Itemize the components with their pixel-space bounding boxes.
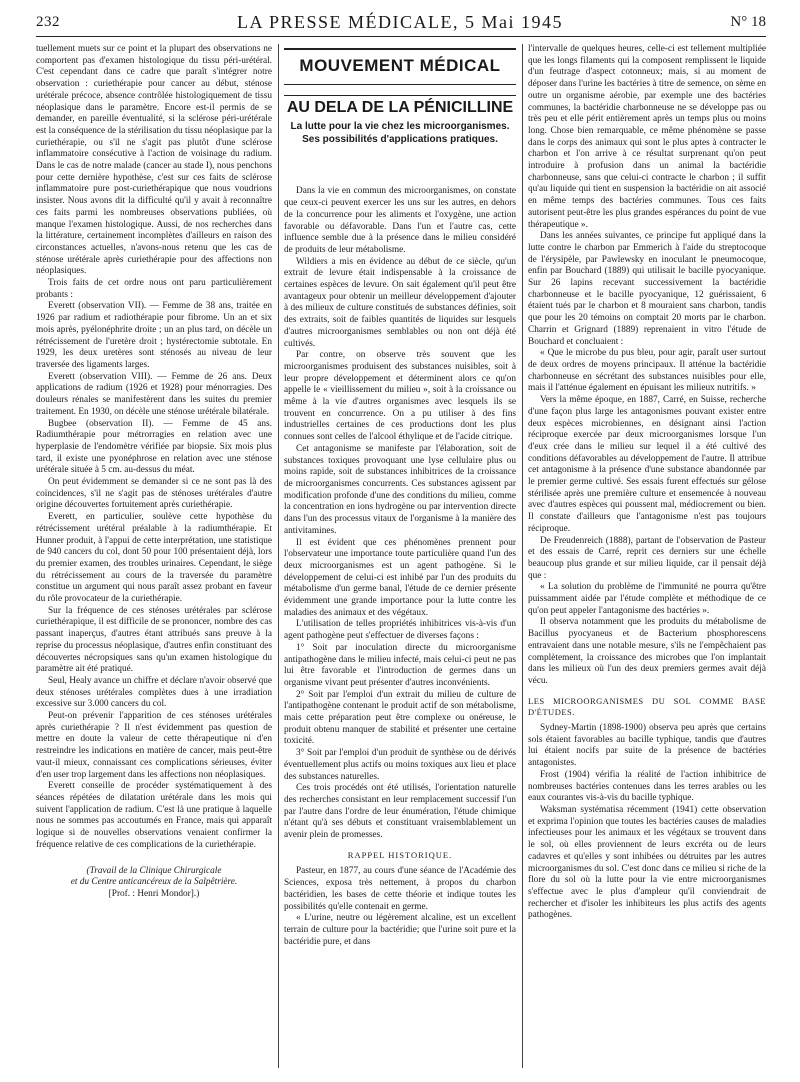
issue-number: N° 18 [730, 14, 766, 30]
paragraph: Everett conseille de procéder systématiquement à des séances répétées de dilatation urétérale dans les mois qui suivent l'application de radium. C'est là une pratique à laquelle nous ne sommes pas accoutumés en France, mais qui apparaît logique si de nouvelles observations venaient confirmer la fréquence relative de ces complications de la curiethérapie. [36, 781, 272, 850]
page-header [0, 0, 800, 40]
paragraph: On peut évidemment se demander si ce ne sont pas là des coïncidences, s'il ne s'agit pas de sténoses urétérales d'autre origine découvertes fortuitement après curiethérapie. [36, 477, 272, 511]
right-column [528, 44, 766, 1068]
subheading: RAPPEL HISTORIQUE. [347, 849, 453, 860]
paragraph: 1° Soit par inoculation directe du microorganisme antipathogène dans le milieu infecté, mais celui-ci peut ne pas lui être favorable et l'introduction de germes dans un organisme vivant peut présenter d'autres inconvénients. [284, 642, 516, 688]
paragraph: l'intervalle de quelques heures, celle-ci est tellement multipliée que les longs filaments qui la composent remplissent le liquide d'un feutrage d'aspect cotonneux; mais, si au moment de déposer dans l'urine les bactéries à titre de semence, on sème en outre un organisme aérobie, par exemple une des bactéries communes, la bactéridie charbonneuse ne se développe pas ou très peu et elle périt entièrement après un temps plus ou moins long. Chose bien remarquable, ce même phénomène se passe dans le corps des animaux qui sont le plus aptes à contracter le charbon et l'on arrive à ce résultat surprenant qu'on peut introduire à profusion dans un animal la bactéridie charbonneuse, sans que celui-ci contracte le charbon ; il suffit qu'au liquide qui tient en suspension la bactéridie on ait associé en même temps des bactéries communes. Tous ces faits autorisent peut-être les plus grandes espérances du point de vue thérapeutique ». [528, 44, 766, 230]
paragraph: Cet antagonisme se manifeste par l'élaboration, soit de substances toxiques provoquant une lyse cellulaire plus ou moins rapide, soit de substances inhibitrices de la croissance de microorganismes concurrents. Ces substances agissent par modification profonde d'une des conditions du milieu, comme la concentration en ions hydrogène ou par intervention directe dans l'un des processus vitaux de l'organisme à la manière des antivitamines. [284, 443, 516, 536]
paragraph: « Que le microbe du pus bleu, pour agir, paraît user surtout de deux ordres de moyens principaux. Il atténue la bactéridie charbonneuse en sécrétant des substances nuisibles pour elle, mais il l'atténue également en épuisant les milieux nutritifs. » [528, 348, 766, 394]
paragraph: Vers la même époque, en 1887, Carré, en Suisse, recherche d'une façon plus large les antagonismes pouvant exister entre deux espèces microbiennes, en désignant ainsi l'action réciproque exercée par deux microorganismes lorsque l'un d'eux crée dans le milieu sur lequel il a été cultivé des conditions défavorables au développement de l'autre. Il attribue cet antagonisme à la présence d'une substance abandonnée par le premier germe cultivé. Ses essais furent effectués sur gélose stérilisée après une première culture et ensemencée à nouveau avec d'autres espèces qui poussent mal, médiocrement ou bien. Il constate d'ailleurs que l'antagonisme n'est pas toujours réciproque. [528, 395, 766, 534]
paragraph: Dans la vie en commun des microorganismes, on constate que ceux-ci peuvent exercer les uns sur les autres, en dehors de la concurrence pour les aliments et l'oxygène, une action favorable ou défavorable. Dans l'un et l'autre cas, cette influence semble due à la présence dans le milieu considéré de produits de leur métabolisme. [284, 186, 516, 255]
paragraph: Il est évident que ces phénomènes prennent pour l'observateur une importance toute particulière quand l'un des deux microorganismes est un agent pathogène. Si le développement de celui-ci est inhibé par l'un des produits du métabolisme d'un germe banal, l'étude de ce dernier présente évidemment une grande importance pour la lutte contre les maladies des animaux et des végétaux. [284, 537, 516, 618]
paragraph: Il observa notamment que les produits du métabolisme de Bacillus pyocyaneus et de Bacterium phosphorescens entravaient dans une notable mesure, s'ils ne l'empêchaient pas complètement, la croissance des microbes que l'on implantait dans les milieux où l'un des deux premiers germes avait déjà vécu. [528, 617, 766, 686]
header-rule [36, 36, 766, 37]
paragraph: Everett (observation VIII). — Femme de 26 ans. Deux applications de radium (1926 et 1928) pour ménorragies. Des douleurs rénales se manifestèrent dans les suites du premier traitement. En 1930, on décèle une sténose urétérale bilatérale. [36, 371, 272, 417]
paragraph: Waksman systématisa récemment (1941) cette observation et exprima l'opinion que toutes les bactéries causes de maladies infectieuses pour les animaux et les végétaux se trouvent dans le sol, où elles proviennent de leurs excréta ou de leurs cadavres et qu'elles y sont inhibées ou détruites par les autres microorganismes du sol. C'est donc dans ce milieu si riche de la flore du sol où la lutte pour la vie entre microorganismes s'effectue avec le plus d'ampleur qu'il conviendrait de rechercher et d'isoler les inhibiteurs les plus actifs des agents pathogènes. [528, 805, 766, 921]
article-subtitle: La lutte pour la vie chez les microorganismes. Ses possibilités d'applications pratiques. [290, 121, 510, 145]
paragraph: Pasteur, en 1877, au cours d'une séance de l'Académie des Sciences, exposa très nettement, à propos du charbon bactéridien, les bases de cette théorie et indique toutes les possibilités qu'elle contenait en germe. [284, 866, 516, 912]
paragraph: Everett, en particulier, soulève cette hypothèse du rétrécissement urétéral préalable à la radiumthérapie. Et Hunner produit, à l'appui de cette interprétation, une statistique de 940 cancers du col, dont 50 pour 100 présentaient déjà, lors du premier examen, des troubles urinaires. Cependant, le siège du rétrécissement au cours de la traversée du paramètre constitue un argument qui nous paraît assez probant en faveur du rôle provocateur de la curiethérapie. [36, 512, 272, 605]
journal-title: LA PRESSE MÉDICALE, 5 Mai 1945 [236, 12, 563, 32]
paragraph: 3° Soit par l'emploi d'un produit de synthèse ou de dérivés éventuellement plus actifs ou moins toxiques aux lieu et place des substances naturelles. [284, 748, 516, 782]
paragraph: Everett (observation VII). — Femme de 38 ans, traitée en 1926 par radium et radiothérapie pour fibrome. Un an et six mois après, pyélonéphrite droite ; un an plus tard, on décèle un rétrécissement de l'uretère droit ; hystérectomie subtotale. En 1929, les deux uretères sont sténosés au niveau de leur traversée des ligaments larges. [36, 301, 272, 370]
paragraph: Ces trois procédés ont été utilisés, l'orientation naturelle des recherches consistant en leur remplacement successif l'un par l'autre dans l'ordre de leur énumération, l'étude chimique n'étant qu'à ses débuts et constituant vraisemblablement un avenir plein de promesses. [284, 783, 516, 841]
paragraph: Frost (1904) vérifia la réalité de l'action inhibitrice de nombreuses bactéries contenues dans les terres arables ou les eaux courantes vis-à-vis du bacille typhique. [528, 769, 766, 804]
paragraph: Seul, Healy avance un chiffre et déclare n'avoir observé que deux sténoses urétérales complètes dues à une irradiation excessive sur 3.000 cancers du col. [36, 675, 272, 710]
page-number: 232 [36, 14, 60, 30]
credits-line: et du Centre anticancéreux de la Salpêtrière. [70, 877, 238, 888]
paragraph: Peut-on prévenir l'apparition de ces sténoses urétérales après curiethérapie ? Il n'est évidemment pas question de mettre en doute la valeur de cette thérapeutique ni d'en restreindre les indications en matière de cancer, mais peut-être vaut-il mieux, connaissant ces complications sérieuses, éviter d'en user trop largement dans les affections non néoplasiques. [36, 711, 272, 780]
paragraph: Wildiers a mis en évidence au début de ce siècle, qu'un extrait de levure était indispensable à la croissance de certaines espèces de levure. On sait également qu'il peut être avantageux pour obtenir un meilleur développement d'ajouter à des milieux de culture constitués de substances définies, soit des extraits, soit de faibles quantités de liquides sur lesquels d'autres microorganismes semblables ou non ont déjà été cultivés. [284, 256, 516, 349]
paragraph: Bugbee (observation II). — Femme de 45 ans. Radiumthérapie pour métrorragies en relation avec une hyperplasie de l'endomètre vérifiée par biopsie. Six mois plus tard, il existe une pyonéphrose en relation avec une sténose urétérale située à 5 cm. au-dessus du méat. [36, 418, 272, 476]
paragraph: « La solution du problème de l'immunité ne pourra qu'être puissamment aidée par l'étude complète et méthodique de ce qu'on peut appeler l'antagonisme des bactéries ». [528, 582, 766, 616]
section-title: MOUVEMENT MÉDICAL [299, 56, 501, 75]
article-credits [36, 866, 272, 901]
paragraph: Sur la fréquence de ces sténoses urétérales par sclérose curiethérapique, il est difficile de se prononcer, nombre des cas passant inaperçus, d'autres étant attribués sans preuve à la reprise du processus néoplasique, d'autres enfin constituant des découvertes nécropsiques sans qu'un examen histologique du paramètre ait été pratiqué. [36, 605, 272, 675]
paragraph: Sydney-Martin (1898-1900) observa peu après que certains sols étaient favorables au bacille typhique, tandis que d'autres lui étaient nocifs par suite de la présence de bactéries antagonistes. [528, 723, 766, 769]
article-title: AU DELA DE LA PÉNICILLINE [284, 95, 516, 114]
paragraph: L'utilisation de telles propriétés inhibitrices vis-à-vis d'un agent pathogène peut s'effectuer de diverses façons : [284, 619, 516, 642]
column-divider [522, 44, 523, 1068]
column-divider [278, 44, 279, 1068]
paragraph: De Freudenreich (1888), partant de l'observation de Pasteur et des essais de Carré, reprit ces derniers sur une échelle beaucoup plus grande et sur milieu liquide, car il pensait déjà que : [528, 535, 766, 581]
credits-line: [Prof. : Henri Mondor].) [108, 888, 200, 899]
paragraph: Par contre, on observe très souvent que les microorganismes produisent des substances nuisibles, soit à leur propre développement et déterminent alors ce qu'on appelle le « vieillissement du milieu », soit à la croissance ou même à la vie d'autres organismes avec lesquels ils se trouvent en concurrence. On a pu utiliser à des fins industrielles certaines de ces productions dont les plus connues sont celles de l'alcool éthylique et de l'acide citrique. [284, 350, 516, 443]
subheading: LES MICROORGANISMES DU SOL COMME BASE D'ÉTUDES. [528, 695, 766, 718]
paragraph: 2° Soit par l'emploi d'un extrait du milieu de culture de l'antipathogène contenant le produit actif de son métabolisme, mais cette préparation peut être complexe ou onéreuse, le produit obtenu manquer de stabilité et présenter une certaine toxicité. [284, 689, 516, 747]
center-column [284, 44, 516, 1068]
paragraph: Dans les années suivantes, ce principe fut appliqué dans la lutte contre le charbon par Emmerich à l'aide du streptocoque de l'érysipèle, par Pawlewsky en inoculant le pneumocoque, enfin par Bouchard (1889) qui utilisait le bacille pyocyanique. Sur 26 lapins recevant successivement la bactéridie charbonneuse et le bacille pyocyanique, 12 guérissaient, 6 étaient tués par le charbon et 8 mouraient sans charbon, tandis que pour les 20 témoins on comptait 20 morts par le charbon. Charrin et Grignard (1889) reprenaient in vitro l'étude de Bouchard et concluaient : [528, 231, 766, 347]
left-column [36, 44, 272, 1068]
section-header [284, 48, 516, 85]
paragraph: tuellement muets sur ce point et la plupart des observations ne comportent pas d'examen histologique du tissu péri-urétéral. C'est cependant dans ce cadre que paraît s'intégrer notre observation : curiethérapie pour cancer au début, sténose urétérale précoce, absence contrôlée histologiquement de tissu néoplasique dans le paramètre. Encore est-il permis de se demander, en pareille éventualité, si la sclérose péri-urétérale est la conséquence de la stérilisation du tissu néoplasique par la curiethérapie, ou s'il ne s'agit pas plutôt d'une sclérose inflammatoire consécutive à l'action de voisinage du radium. Dans le cas de notre malade (cancer au stade I), nous penchons pour cette dernière hypothèse, c'est sur ces faits de sclérose inflammatoire pure post-curiethérapique que nous voudrions insister. Nous avons dit la difficulté qu'il y avait à reconnaître ces faits parmi les nombreuses observations publiées, où manque l'examen histologique. Aussi, de nos recherches dans la littérature, certainement incomplètes d'ailleurs en raison des circonstances actuelles, n'avons-nous retenu que les cas de sténose urétérale après curiethérapie pour des affections non néoplasiques. [36, 44, 272, 277]
paragraph: « L'urine, neutre ou légèrement alcaline, est un excellent terrain de culture pour la bactéridie; que l'urine soit pure et la bactéridie pure, et dans [284, 913, 516, 947]
paragraph: Trois faits de cet ordre nous ont paru particulièrement probants : [36, 278, 272, 300]
credits-line: (Travail de la Clinique Chirurgicale [86, 865, 222, 876]
